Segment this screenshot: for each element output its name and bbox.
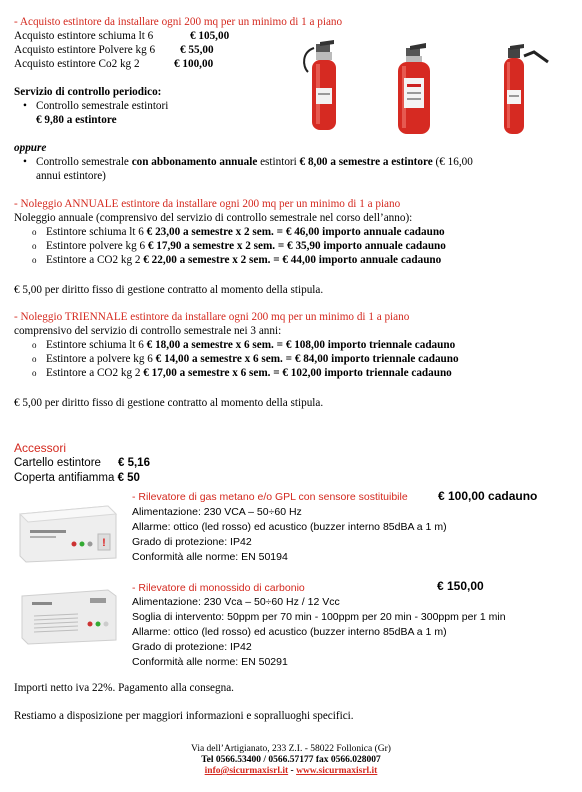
triennial-item: o Estintore schiuma lt 6 € 18,00 a semestre x 6 sem. = € 108,00 importo triennale cadauno: [46, 338, 455, 352]
co-spec: Soglia di intervento: 50ppm per 70 min - 100ppm per 20 min - 300ppm per 1 min: [132, 611, 506, 623]
accessori-title: Accessori: [14, 441, 67, 455]
alt-service-cont: annui estintore): [36, 170, 106, 182]
annual-item: o Estintore schiuma lt 6 € 23,00 a semestre x 2 sem. = € 46,00 importo annuale cadauno: [46, 225, 445, 239]
gas-detector-image: [16, 500, 120, 566]
triennial-item: o Estintore a CO2 kg 2 € 17,00 a semestre x 6 sem. = € 102,00 importo triennale cadauno: [46, 366, 452, 380]
annual-fee: € 5,00 per diritto fisso di gestione contratto al momento della stipula.: [14, 284, 324, 296]
section3-title: - Noleggio TRIENNALE estintore da installare ogni 200 mq per un minimo di 1 a piano: [14, 311, 410, 323]
section2-title: - Noleggio ANNUALE estintore da installare ogni 200 mq per un minimo di 1 a piano: [14, 198, 401, 210]
gas-spec: Conformità alle norme: EN 50194: [132, 551, 288, 563]
co-detector-image: [18, 586, 120, 648]
annual-item: o Estintore polvere kg 6 € 17,90 a semestre x 2 sem. = € 35,90 importo annuale cadauno: [46, 239, 446, 253]
coperta-item: Coperta antifiamma € 50: [14, 472, 140, 484]
cartello-item: Cartello estintore € 5,16: [14, 457, 150, 469]
website-link[interactable]: www.sicurmaxisrl.it: [296, 766, 378, 776]
item-co2: Acquisto estintore Co2 kg 2 € 100,00: [14, 58, 214, 70]
service-price: € 9,80 a estintore: [36, 114, 117, 126]
gas-title: - Rilevatore di gas metano e/o GPL con sensore sostituibile: [132, 491, 408, 503]
footer-phones: Tel 0566.53400 / 0566.57177 fax 0566.028007: [201, 755, 381, 765]
co-spec: Conformità alle norme: EN 50291: [132, 656, 288, 668]
co-spec: Alimentazione: 230 Vca – 50÷60 Hz / 12 Vcc: [132, 596, 340, 608]
co-title: - Rilevatore di monossido di carbonio: [132, 582, 305, 594]
closing-terms: Importi netto iva 22%. Pagamento alla consegna.: [14, 682, 234, 694]
extinguishers-image: [298, 38, 568, 138]
gas-spec: Allarme: ottico (led rosso) ed acustico (buzzer interno 85dBA a 1 m): [132, 521, 447, 533]
co-spec: Grado di protezione: IP42: [132, 641, 252, 653]
annual-item: o Estintore a CO2 kg 2 € 22,00 a semestre x 2 sem. = € 44,00 importo annuale cadauno: [46, 253, 441, 267]
item-schiuma: Acquisto estintore schiuma lt 6 € 105,00: [14, 30, 230, 42]
alt-service: • Controllo semestrale con abbonamento annuale estintori € 8,00 a semestre a estintore (€ 16,00: [36, 155, 473, 169]
footer-links: info@sicurmaxisrl.it - www.sicurmaxisrl.it: [204, 766, 378, 776]
closing-contact: Restiamo a disposizione per maggiori informazioni e sopralluoghi specifici.: [14, 710, 354, 722]
extinguisher-1-icon: [304, 40, 336, 130]
extinguisher-3-icon: [504, 44, 548, 134]
email-link[interactable]: info@sicurmaxisrl.it: [204, 766, 289, 776]
extinguisher-2-icon: [398, 43, 430, 134]
gas-spec: Grado di protezione: IP42: [132, 536, 252, 548]
co-price: € 150,00: [437, 579, 484, 593]
gas-spec: Alimentazione: 230 VCA – 50÷60 Hz: [132, 506, 302, 518]
footer-address: Via dell’Artigianato, 233 Z.I. - 58022 Follonica (Gr): [191, 744, 391, 754]
gas-price: € 100,00 cadauno: [438, 489, 538, 503]
item-polvere: Acquisto estintore Polvere kg 6 € 55,00: [14, 44, 214, 56]
service-item: • Controllo semestrale estintori: [36, 99, 168, 113]
svg-text:!: !: [102, 537, 106, 549]
service-title: Servizio di controllo periodico:: [14, 86, 162, 98]
co-spec: Allarme: ottico (led rosso) ed acustico (buzzer interno 85dBA a 1 m): [132, 626, 447, 638]
section1-title: - Acquisto estintore da installare ogni 200 mq per un minimo di 1 a piano: [14, 16, 343, 28]
section2-subtitle: Noleggio annuale (comprensivo del servizio di controllo semestrale nel corso dell’anno):: [14, 212, 413, 224]
triennial-fee: € 5,00 per diritto fisso di gestione contratto al momento della stipula.: [14, 397, 324, 409]
triennial-item: o Estintore a polvere kg 6 € 14,00 a semestre x 6 sem. = € 84,00 importo triennale cadauno: [46, 352, 459, 366]
section3-subtitle: comprensivo del servizio di controllo semestrale nei 3 anni:: [14, 325, 282, 337]
oppure-label: oppure: [14, 142, 47, 154]
